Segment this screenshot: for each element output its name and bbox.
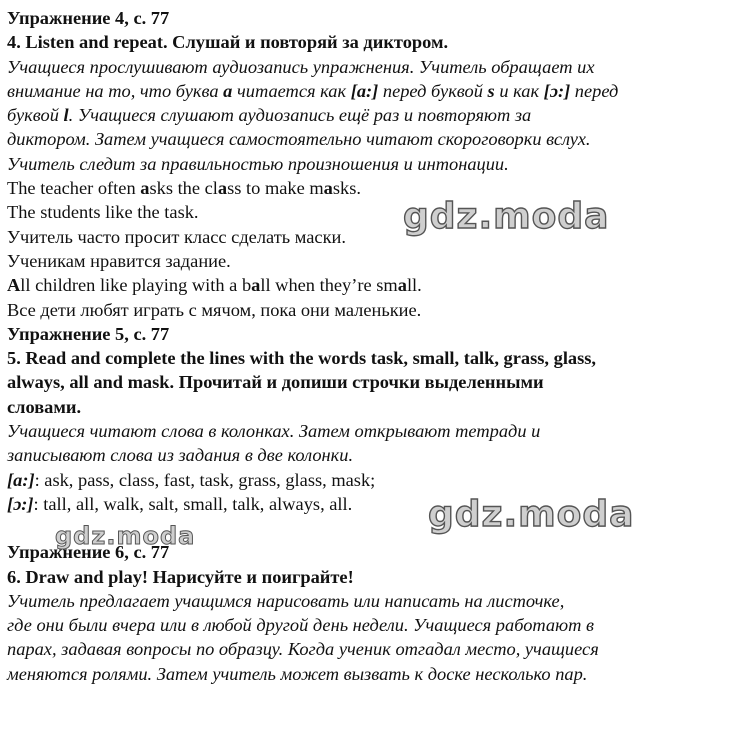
exercise-6-task-title: 6. Draw and play! Нарисуйте и поиграйте!	[7, 566, 354, 587]
tongue-twister-ru-3: Все дети любят играть с мячом, пока они маленькие.	[7, 299, 422, 320]
exercise-5-note-line-1: Учащиеся читают слова в колонках. Затем открывают тетради и	[7, 421, 541, 442]
tongue-twister-ru-2: Ученикам нравится задание.	[7, 250, 231, 271]
exercise-4-heading: Упражнение 4, с. 77	[7, 8, 170, 28]
a-sound-label: [a:]	[7, 469, 35, 490]
exercise-4-note-line-1: Учащиеся прослушивают аудиозапись упражнения. Учитель обращает их	[7, 56, 595, 77]
o-sound-label: [ɔ:]	[7, 493, 34, 514]
exercise-6-note-line-4: меняются ролями. Затем учитель может вызвать к доске несколько пар.	[7, 663, 588, 684]
exercise-6-note-line-3: парах, задавая вопросы по образцу. Когда ученик отгадал место, учащиеся	[7, 639, 599, 660]
o-sound-words: [ɔ:]: tall, all, walk, salt, small, talk, always, all.	[7, 493, 353, 514]
exercise-4-task-title: 4. Listen and repeat. Слушай и повторяй за диктором.	[7, 32, 449, 53]
tongue-twister-en-2: The students like the task.	[7, 202, 199, 223]
watermark: gdz.moda	[55, 522, 196, 550]
exercise-5-task-line-3: словами.	[7, 396, 82, 417]
exercise-6-heading: Упражнение 6, с. 77	[7, 542, 170, 563]
tongue-twister-ru-1: Учитель часто просит класс сделать маски.	[7, 226, 346, 247]
exercise-4-note-line-3: буквой l. Учащиеся слушают аудиозапись ещё раз и повторяют за	[7, 105, 532, 126]
exercise-5-task-line-2: always, all and mask. Прочитай и допиши строчки выделенными	[7, 372, 544, 393]
watermark: gdz.moda	[403, 196, 610, 237]
exercise-5-heading: Упражнение 5, с. 77	[7, 323, 170, 344]
document-page	[7, 6, 729, 686]
tongue-twister-en-3: All children like playing with a ball when they’re small.	[7, 275, 422, 296]
exercise-6-note-line-1: Учитель предлагает учащимся нарисовать или написать на листочке,	[7, 590, 565, 611]
exercise-6-note-line-2: где они были вчера или в любой другой день недели. Учащиеся работают в	[7, 615, 594, 636]
a-sound-words: [a:]: ask, pass, class, fast, task, grass, glass, mask;	[7, 469, 376, 490]
watermark: gdz.moda	[428, 494, 635, 535]
spacer	[7, 516, 729, 540]
exercise-5-note-line-2: записывают слова из задания в две колонки.	[7, 445, 354, 466]
exercise-4-note-line-2: внимание на то, что буква a читается как [a:] перед буквой s и как [ɔ:] перед	[7, 80, 619, 101]
exercise-4-note-line-4: диктором. Затем учащиеся самостоятельно читают скороговорки вслух.	[7, 129, 591, 150]
exercise-4-note-line-5: Учитель следит за правильностью произношения и интонации.	[7, 153, 509, 174]
tongue-twister-en-1: The teacher often asks the class to make masks.	[7, 178, 361, 199]
exercise-5-task-line-1: 5. Read and complete the lines with the words task, small, talk, grass, glass,	[7, 348, 597, 369]
